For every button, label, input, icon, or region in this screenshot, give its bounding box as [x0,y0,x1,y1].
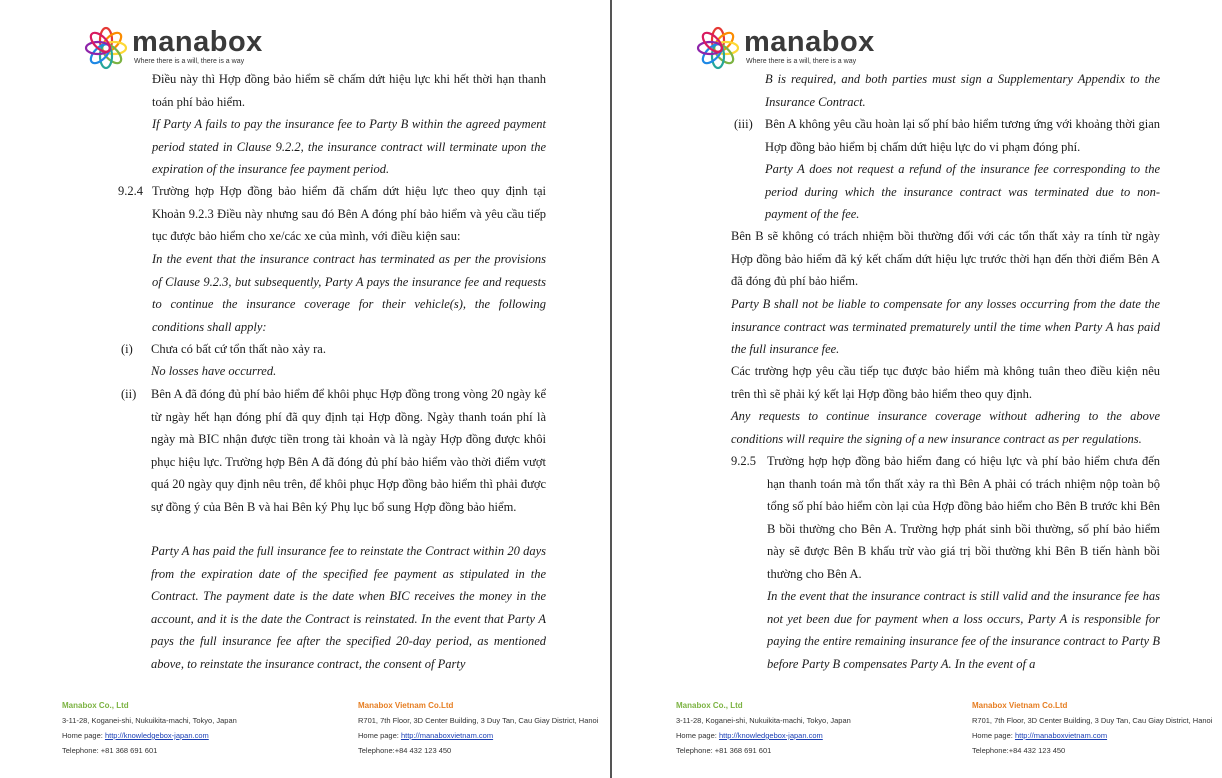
clause-text-en: In the event that the insurance contract has terminated as per the provisions of Clause 9.2.3, but subsequently, Party A pays the insurance fee and requests to continue the insurance coverage for their vehicle(s), the following conditions shall apply: [152,252,546,334]
paragraph-en: Any requests to continue insurance coverage without adhering to the above conditions will require the signing of a new insurance contract as per regulations. [731,409,1160,446]
logo-tagline: Where there is a will, there is a way [746,58,857,65]
company-name: Manabox Vietnam Co.Ltd [972,701,1068,710]
company-logo [696,26,875,70]
company-homepage [676,728,926,743]
company-address: 3-11-28, Koganei-shi, Nukuikita-machi, Tokyo, Japan [676,716,851,725]
company-telephone: Telephone: +81 368 691 601 [676,746,772,755]
paragraph-vn: Điều này thì Hợp đồng bảo hiểm sẽ chấm dứt hiệu lực khi hết thời hạn thanh toán phí bảo hiểm. [152,72,546,109]
footer-vietnam-office [358,698,602,758]
manabox-flower-icon [84,26,128,70]
item-text-vn: Chưa có bất cứ tổn thất nào xảy ra. [151,342,326,356]
company-address: 3-11-28, Koganei-shi, Nukuikita-machi, Tokyo, Japan [62,716,237,725]
manabox-flower-icon [696,26,740,70]
company-telephone: Telephone: +81 368 691 601 [62,746,158,755]
homepage-link[interactable]: http://manaboxvietnam.com [1014,731,1108,740]
item-number: (ii) [121,387,137,401]
footer-japan-office [676,698,926,758]
paragraph-vn: Bên B sẽ không có trách nhiệm bồi thường đối với các tổn thất xảy ra tính từ ngày Hợp đồng bảo hiểm đã ký kết chấm dứt hiệu lực trước thời hạn đến thời điểm Bên A đã đóng đủ phí bảo hiểm. [731,229,1160,288]
homepage-label: Home page: [62,731,105,740]
item-text-en: Party A has paid the full insurance fee to reinstate the Contract within 20 days from the expiration date of the specified fee payment as stipulated in the Contract. The payment date is the date when BIC receives the money in the account, and it is the date the Contract is reinstated. In the event that Party A pays the full insurance fee after the specified 20-day period, as mentioned above, to reinstate the insurance contract, the consent of Party [151,544,546,671]
footer-vietnam-office [972,698,1216,758]
clause-number: 9.2.5 [731,454,756,468]
item-text-en: No losses have occurred. [151,364,277,378]
company-telephone: Telephone:+84 432 123 450 [358,746,452,755]
clause-text-vn: Trường hợp hợp đồng bảo hiểm đang có hiệu lực và phí bảo hiểm chưa đến hạn thanh toán mà tổn thất xảy ra thì Bên A phải có trách nhiệm nộp toàn bộ tổng số phí bảo hiểm còn lại của Hợp đồng bảo hiểm cho Bên B trước khi Bên B bồi thường cho Bên A. Trường hợp phát sinh bồi thường, số phí bảo hiểm này sẽ được Bên B khấu trừ vào giá trị bồi thường khi Bên B tiến hành bồi thường cho Bên A. [767,454,1160,581]
paragraph-vn: Các trường hợp yêu cầu tiếp tục được bảo hiểm mà không tuân theo điều kiện nêu trên thì sẽ phải ký kết lại Hợp đồng bảo hiểm theo quy định. [731,364,1160,401]
paragraph-en: Party B shall not be liable to compensate for any losses occurring from the date the insurance contract was terminated prematurely until the time when Party A has paid the full insurance fee. [731,297,1160,356]
company-name: Manabox Co., Ltd [62,701,129,710]
homepage-label: Home page: [358,731,401,740]
item-text-en: Party A does not request a refund of the insurance fee corresponding to the period during which the insurance contract was terminated due to non-payment of the fee. [765,162,1160,221]
clause-text-vn: Trường hợp Hợp đồng bảo hiểm đã chấm dứt hiệu lực theo quy định tại Khoản 9.2.3 Điều này nhưng sau đó Bên A đóng phí bảo hiểm và yêu cầu tiếp tục được bảo hiểm cho xe/các xe của mình, với điều kiện sau: [152,184,546,243]
clause-number: 9.2.4 [118,184,143,198]
homepage-label: Home page: [972,731,1015,740]
homepage-link[interactable]: http://knowledgebox-japan.com [104,731,209,740]
company-name: Manabox Co., Ltd [676,701,743,710]
homepage-label: Home page: [676,731,719,740]
company-name: Manabox Vietnam Co.Ltd [358,701,454,710]
company-homepage [62,728,312,743]
company-address: R701, 7th Floor, 3D Center Building, 3 Duy Tan, Cau Giay District, Hanoi [358,716,599,725]
homepage-link[interactable]: http://knowledgebox-japan.com [718,731,823,740]
company-telephone: Telephone:+84 432 123 450 [972,746,1066,755]
document-page-left [0,0,610,778]
company-homepage [358,728,602,743]
homepage-link[interactable]: http://manaboxvietnam.com [400,731,494,740]
logo-tagline: Where there is a will, there is a way [134,58,245,65]
clause-text-en: In the event that the insurance contract is still valid and the insurance fee has not yet been due for payment when a loss occurs, Party A is responsible for paying the entire remaining insurance fee of the insurance contract to Party B before Party B compensates Party A. In the event of a [767,589,1160,671]
item-text-vn: Bên A đã đóng đủ phí bảo hiểm để khôi phục Hợp đồng trong vòng 20 ngày kể từ ngày hết hạn đóng phí đã quy định tại Hợp đồng. Ngày thanh toán phí là ngày mà BIC nhận được tiền trong tài khoản và là ngày Hợp đồng được khôi phục hiệu lực. Trường hợp Bên A đã đóng đủ phí bảo hiểm vào thời điểm vượt quá 20 ngày quy định nêu trên, để khôi phục Hợp đồng bảo hiểm thì phải được sự đồng ý của Bên B và hai Bên ký Phụ lục bổ sung Hợp đồng bảo hiểm. [151,387,546,514]
company-address: R701, 7th Floor, 3D Center Building, 3 Duy Tan, Cau Giay District, Hanoi [972,716,1213,725]
company-logo [84,26,263,70]
company-homepage [972,728,1216,743]
paragraph-en: If Party A fails to pay the insurance fee to Party B within the agreed payment period stated in Clause 9.2.2, the insurance contract will terminate upon the expiration of the insurance fee payment period. [152,117,546,176]
paragraph-en: B is required, and both parties must sign a Supplementary Appendix to the Insurance Contract. [765,72,1160,109]
item-text-vn: Bên A không yêu cầu hoàn lại số phí bảo hiểm tương ứng với khoảng thời gian Hợp đồng bảo hiểm bị chấm dứt hiệu lực do vi phạm đóng phí. [765,117,1160,154]
item-number: (iii) [734,117,753,131]
logo-brand: manabox [132,26,263,58]
item-number: (i) [121,342,133,356]
document-page-right [612,0,1222,778]
logo-brand: manabox [744,26,875,58]
footer-japan-office [62,698,312,758]
